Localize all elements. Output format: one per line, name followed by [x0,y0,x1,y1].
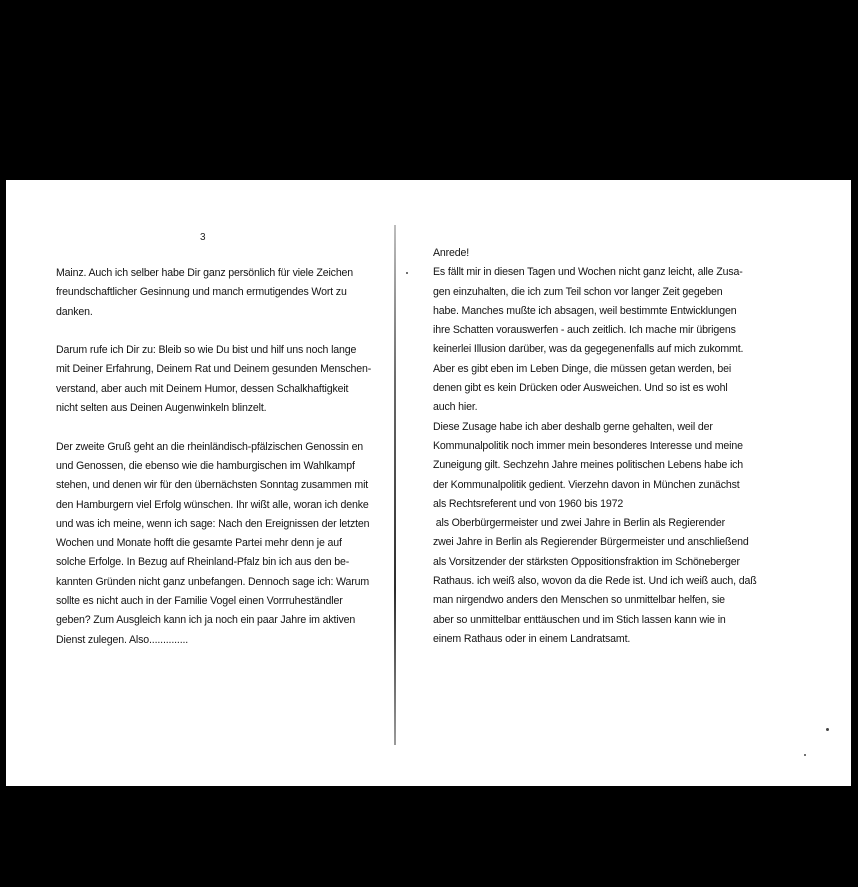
text-line: einem Rathaus oder in einem Landratsamt. [433,632,631,645]
text-line: und was ich meine, wenn ich sage: Nach den Ereignissen der letzten [56,517,370,530]
text-line: keinerlei Illusion darüber, was da gegegenenfalls auf mich zukommt. [433,343,744,356]
scan-speck [804,754,806,756]
paragraph [56,341,371,418]
text-line: denen gibt es kein Drücken oder Ausweichen. Und so ist es wohl [433,382,728,395]
text-line: Darum rufe ich Dir zu: Bleib so wie Du bist und hilf uns noch lange [56,344,357,357]
text-line: als Vorsitzender der stärksten Oppositionsfraktion im Schöneberger [433,555,740,568]
text-line: Es fällt mir in diesen Tagen und Wochen nicht ganz leicht, alle Zusa- [433,266,743,279]
right-page-text [433,244,757,649]
text-line: Diese Zusage habe ich aber deshalb gerne gehalten, weil der [433,420,713,433]
text-line: den Hamburgern viel Erfolg wünschen. Ihr wißt alle, woran ich denke [56,498,369,511]
left-page-text [56,264,371,650]
paragraph [56,438,371,650]
text-line: Der zweite Gruß geht an die rheinländisch-pfälzischen Genossin en [56,440,364,453]
scan-speck [406,272,408,274]
text-line: sollte es nicht auch in der Familie Vogel einen Vorrruheständler [56,595,343,608]
text-line: Zuneigung gilt. Sechzehn Jahre meines politischen Lebens habe ich [433,459,744,472]
text-line: Rathaus. ich weiß also, wovon da die Rede ist. Und ich weiß auch, daß [433,575,757,588]
text-line: geben? Zum Ausgleich kann ich ja noch ein paar Jahre im aktiven [56,614,356,627]
text-line: aber so unmittelbar enttäuschen und im Stich lassen kann wie in [433,613,726,626]
text-line: nicht selten aus Deinen Augenwinkeln blinzelt. [56,402,267,415]
document-spread [6,180,851,786]
text-line: Dienst zulegen. Also.............. [56,633,189,646]
scan-speck [826,728,829,731]
text-line: habe. Manches mußte ich absagen, weil bestimmte Entwicklungen [433,304,737,317]
text-line: auch hier. [433,401,478,414]
salutation: Anrede! [433,247,470,259]
paragraph [56,264,371,322]
text-line: der Kommunalpolitik gedient. Vierzehn davon in München zunächst [433,478,740,491]
text-line: als Oberbürgermeister und zwei Jahre in Berlin als Regierender [433,517,726,530]
text-line: Kommunalpolitik noch immer mein besonderes Interesse und meine [433,439,743,452]
text-line: kannten Gründen nicht ganz unbefangen. Dennoch sage ich: Warum [56,575,370,588]
text-line: mit Deiner Erfahrung, Deinem Rat und Deinem gesunden Menschen- [56,363,372,376]
text-line: verstand, aber auch mit Deinem Humor, dessen Schalkhaftigkeit [56,382,349,395]
text-line: man nirgendwo anders den Menschen so unmittelbar helfen, sie [433,594,725,607]
page-number: 3 [200,232,206,243]
text-line: gen einzuhalten, die ich zum Teil schon vor langer Zeit gegeben [433,285,723,298]
text-line: Aber es gibt eben im Leben Dinge, die müssen getan werden, bei [433,362,732,375]
text-line: als Rechtsreferent und von 1960 bis 1972 [433,497,624,510]
text-line: stehen, und denen wir für den übernächsten Sonntag zusammen mit [56,479,369,492]
text-line: zwei Jahre in Berlin als Regierender Bürgermeister und anschließend [433,536,749,549]
text-line: danken. [56,305,93,318]
text-line: ihre Schatten vorauswerfen - auch zeitlich. Ich mache mir übrigens [433,324,736,337]
text-line: Wochen und Monate hofft die gesamte Partei mehr denn je auf [56,537,342,550]
text-line: solche Erfolge. In Bezug auf Rheinland-Pfalz bin ich aus den be- [56,556,350,569]
text-line: freundschaftlicher Gesinnung und manch ermutigendes Wort zu [56,286,347,299]
page-gutter [394,225,396,745]
text-line: Mainz. Auch ich selber habe Dir ganz persönlich für viele Zeichen [56,267,354,279]
text-line: und Genossen, die ebenso wie die hamburgischen im Wahlkampf [56,459,355,472]
